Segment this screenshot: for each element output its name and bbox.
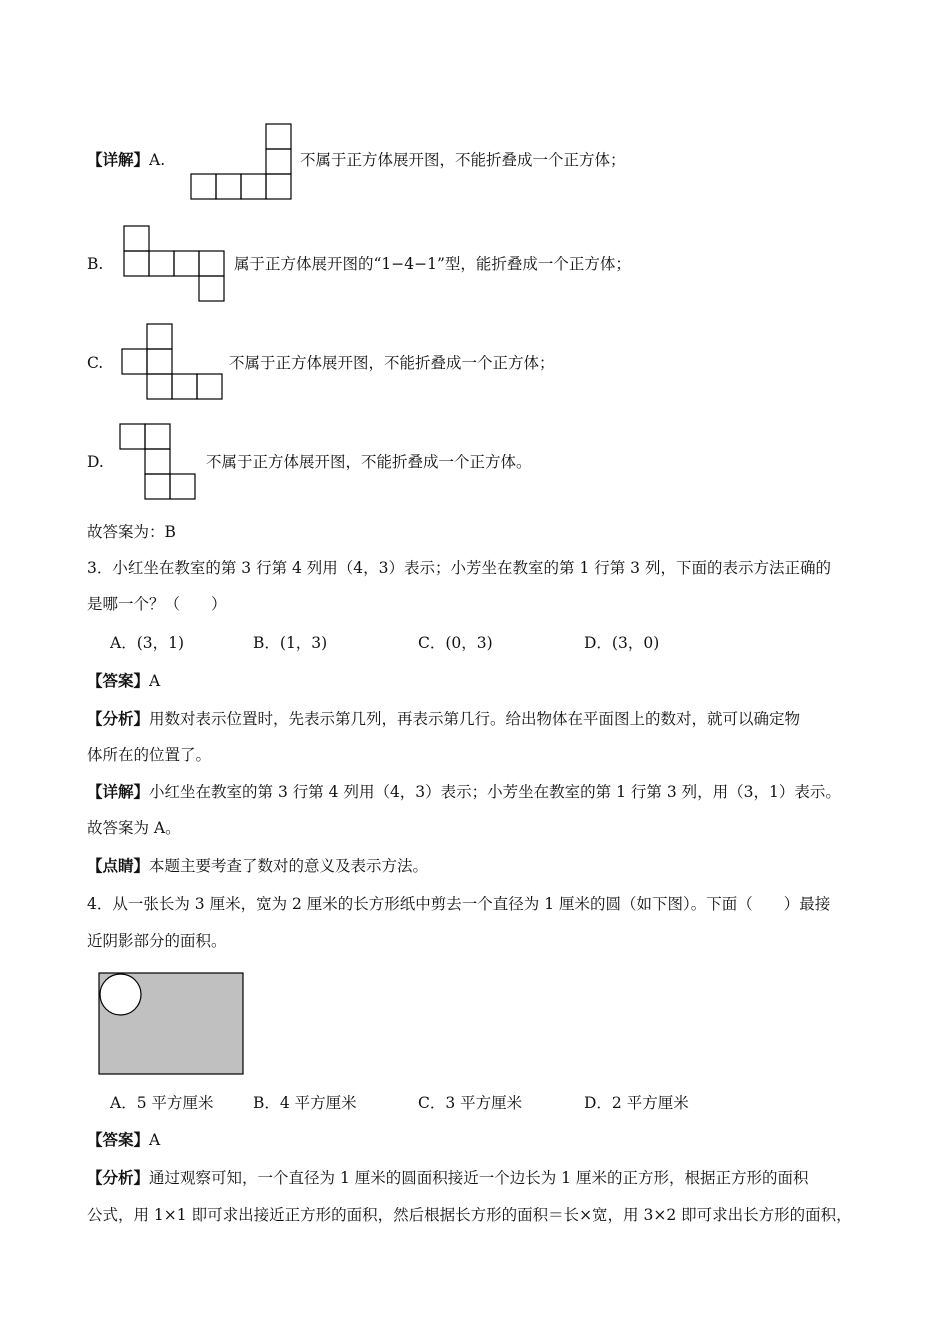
rectangle-circle-figure [99, 973, 243, 1074]
analysis-tag: 【分析】 [87, 709, 150, 728]
q3-detail-line1 [87, 782, 841, 802]
option-b-label: B. [87, 255, 104, 273]
option-b-text: 属于正方体展开图的“1−4−1”型，能折叠成一个正方体； [234, 255, 631, 273]
q4-stem-line1: 4．从一张长为 3 厘米，宽为 2 厘米的长方形纸中剪去一个直径为 1 厘米的圆（如下图）。下面（ ）最接 [87, 895, 831, 913]
q3-stem-line1: 3．小红坐在教室的第 3 行第 4 列用（4，3）表示；小芳坐在教室的第 1 行第 3 列，下面的表示方法正确的 [87, 559, 831, 577]
answer-value: A [149, 672, 161, 690]
q2-conclusion: 故答案为：B [87, 523, 176, 541]
detail-tag: 【详解】 [87, 150, 150, 169]
option-d-label: D. [87, 453, 104, 471]
q4-option-b: B．4 平方厘米 [253, 1094, 357, 1112]
analysis-text: 通过观察可知，一个直径为 1 厘米的圆面积接近一个边长为 1 厘米的正方形，根据正方形的面积 [149, 1169, 809, 1187]
comment-text: 本题主要考查了数对的意义及表示方法。 [149, 857, 429, 875]
q4-option-c: C．3 平方厘米 [418, 1094, 523, 1112]
q3-answer [87, 671, 160, 691]
option-c-label: C. [87, 354, 104, 372]
answer-tag: 【答案】 [87, 671, 150, 690]
net-c-figure [122, 324, 222, 399]
option-c-text: 不属于正方体展开图，不能折叠成一个正方体； [229, 354, 555, 372]
q4-option-d: D．2 平方厘米 [584, 1094, 689, 1112]
q3-detail-line2: 故答案为 A。 [87, 819, 181, 837]
q3-option-d: D．(3，0) [584, 634, 660, 652]
q4-analysis-line2: 公式，用 1×1 即可求出接近正方形的面积，然后根据长方形的面积＝长×宽，用 3×2 即可求出长方形的面积， [87, 1206, 852, 1224]
detail-text: 小红坐在教室的第 3 行第 4 列用（4，3）表示；小芳坐在教室的第 1 行第 3 列，用（3，1）表示。 [149, 783, 841, 801]
q3-option-b: B．(1，3) [253, 634, 328, 652]
q3-analysis-line2: 体所在的位置了。 [87, 746, 212, 764]
net-a-figure [191, 124, 291, 199]
q3-comment [87, 856, 428, 876]
q3-analysis-line1 [87, 709, 800, 729]
comment-tag: 【点睛】 [87, 856, 150, 875]
answer-tag: 【答案】 [87, 1130, 150, 1149]
q4-analysis-line1 [87, 1168, 808, 1188]
net-d-figure [120, 424, 195, 499]
analysis-tag: 【分析】 [87, 1168, 150, 1187]
q4-stem-line2: 近阴影部分的面积。 [87, 932, 227, 950]
q3-option-a: A．(3，1) [110, 634, 185, 652]
option-d-text: 不属于正方体展开图，不能折叠成一个正方体。 [206, 453, 532, 471]
answer-value: A [149, 1131, 161, 1149]
q4-option-a: A．5 平方厘米 [110, 1094, 214, 1112]
detail-tag: 【详解】 [87, 782, 150, 801]
analysis-text: 用数对表示位置时，先表示第几列，再表示第几行。给出物体在平面图上的数对，就可以确定物 [149, 710, 801, 728]
option-a-label: A. [149, 151, 166, 169]
net-b-figure [124, 226, 224, 301]
q4-answer [87, 1130, 160, 1150]
option-a-text: 不属于正方体展开图，不能折叠成一个正方体； [300, 151, 626, 169]
q3-option-c: C．(0，3) [418, 634, 493, 652]
q3-stem-line2: 是哪一个？（ ） [87, 595, 227, 613]
